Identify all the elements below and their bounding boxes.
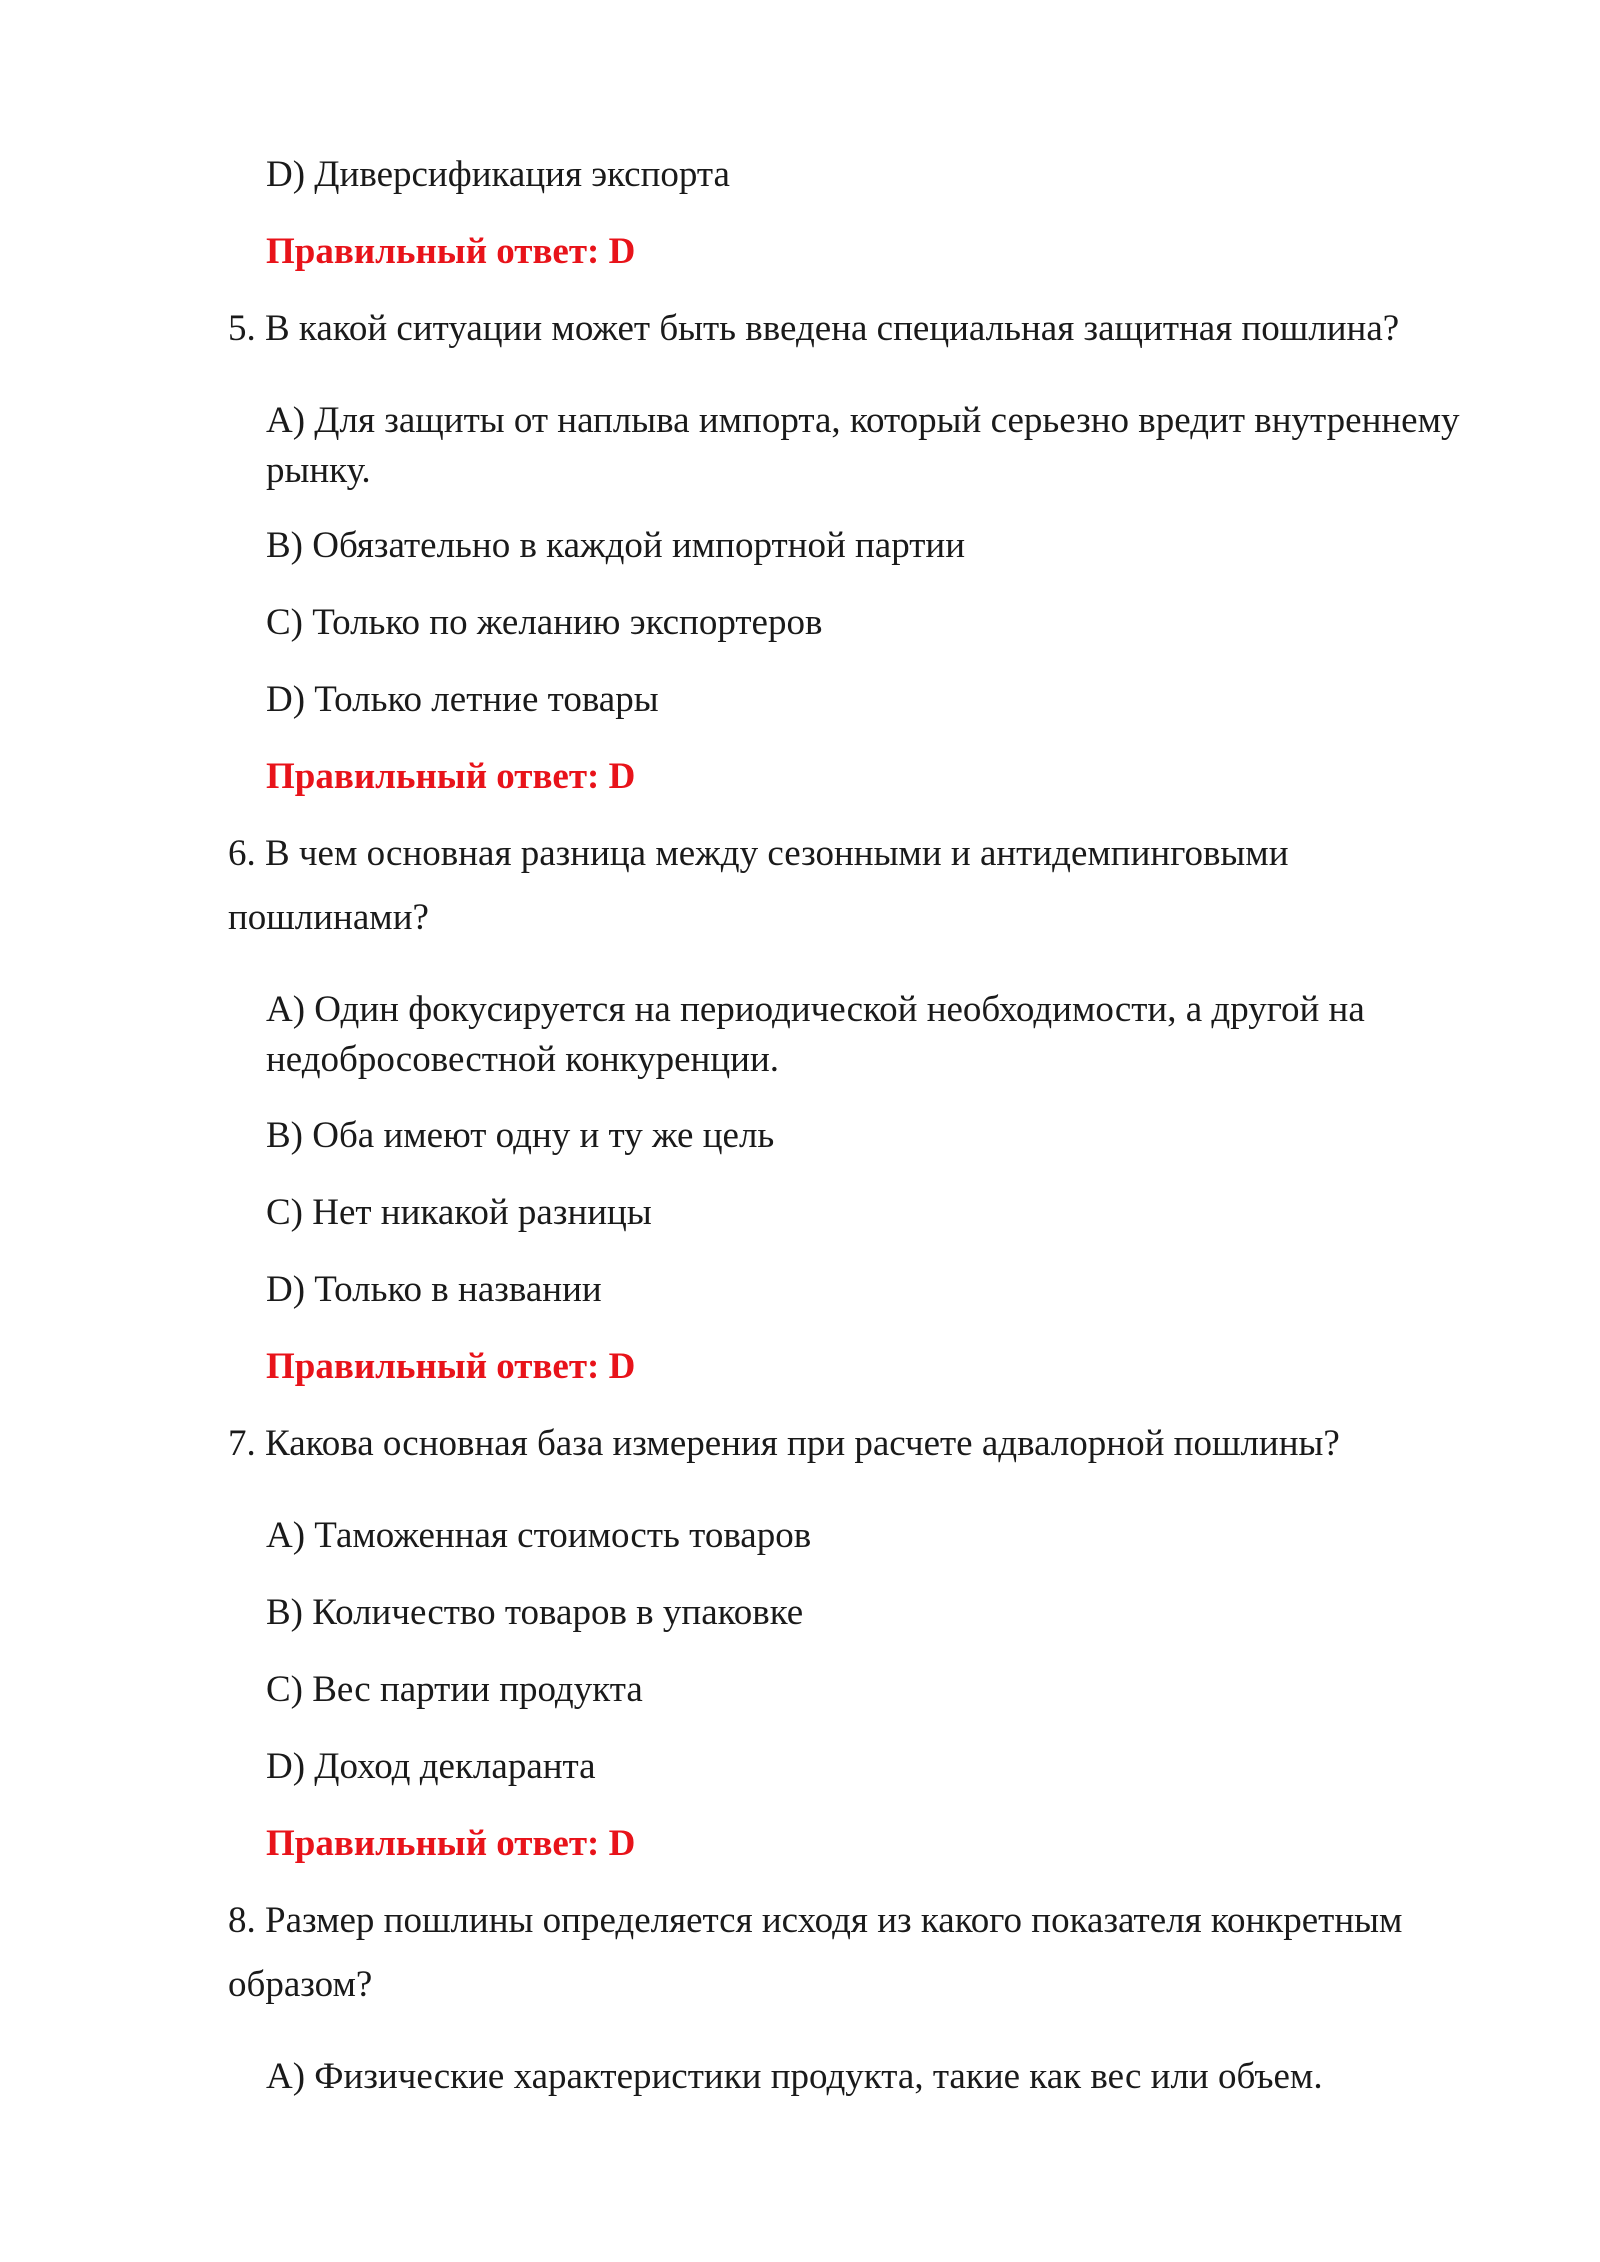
option-7d: D) Доход декларанта [266,1746,596,1787]
option-5a: A) Для защиты от наплыва импорта, который серьезно вредит внутреннему рынку. [266,400,1460,491]
question-8-line-2: образом? [228,1964,373,2005]
option-8a: A) Физические характеристики продукта, такие как вес или объем. [266,2056,1323,2097]
option-7c: C) Вес партии продукта [266,1669,643,1710]
option-5c: C) Только по желанию экспортеров [266,602,823,643]
question-5: 5. В какой ситуации может быть введена специальная защитная пошлина? [228,308,1400,349]
correct-answer-6: Правильный ответ: D [266,1346,636,1387]
question-8-line-1: 8. Размер пошлины определяется исходя из какого показателя конкретным [228,1900,1403,1941]
question-6-line-1: 6. В чем основная разница между сезонными и антидемпинговыми [228,833,1289,874]
option-5b: B) Обязательно в каждой импортной партии [266,525,966,566]
option-4d: D) Диверсификация экспорта [266,154,730,195]
correct-answer-5: Правильный ответ: D [266,756,636,797]
option-6d: D) Только в названии [266,1269,602,1310]
option-5d: D) Только летние товары [266,679,659,720]
question-7: 7. Какова основная база измерения при расчете адвалорной пошлины? [228,1423,1340,1464]
option-7a: A) Таможенная стоимость товаров [266,1515,812,1556]
correct-answer-7: Правильный ответ: D [266,1823,636,1864]
correct-answer-4: Правильный ответ: D [266,231,636,272]
option-6c: C) Нет никакой разницы [266,1192,652,1233]
question-6-line-2: пошлинами? [228,897,429,938]
option-6a: A) Один фокусируется на периодической необходимости, а другой на недобросовестной конкуренции. [266,989,1365,1080]
option-7b: B) Количество товаров в упаковке [266,1592,804,1633]
option-6b: B) Оба имеют одну и ту же цель [266,1115,775,1156]
